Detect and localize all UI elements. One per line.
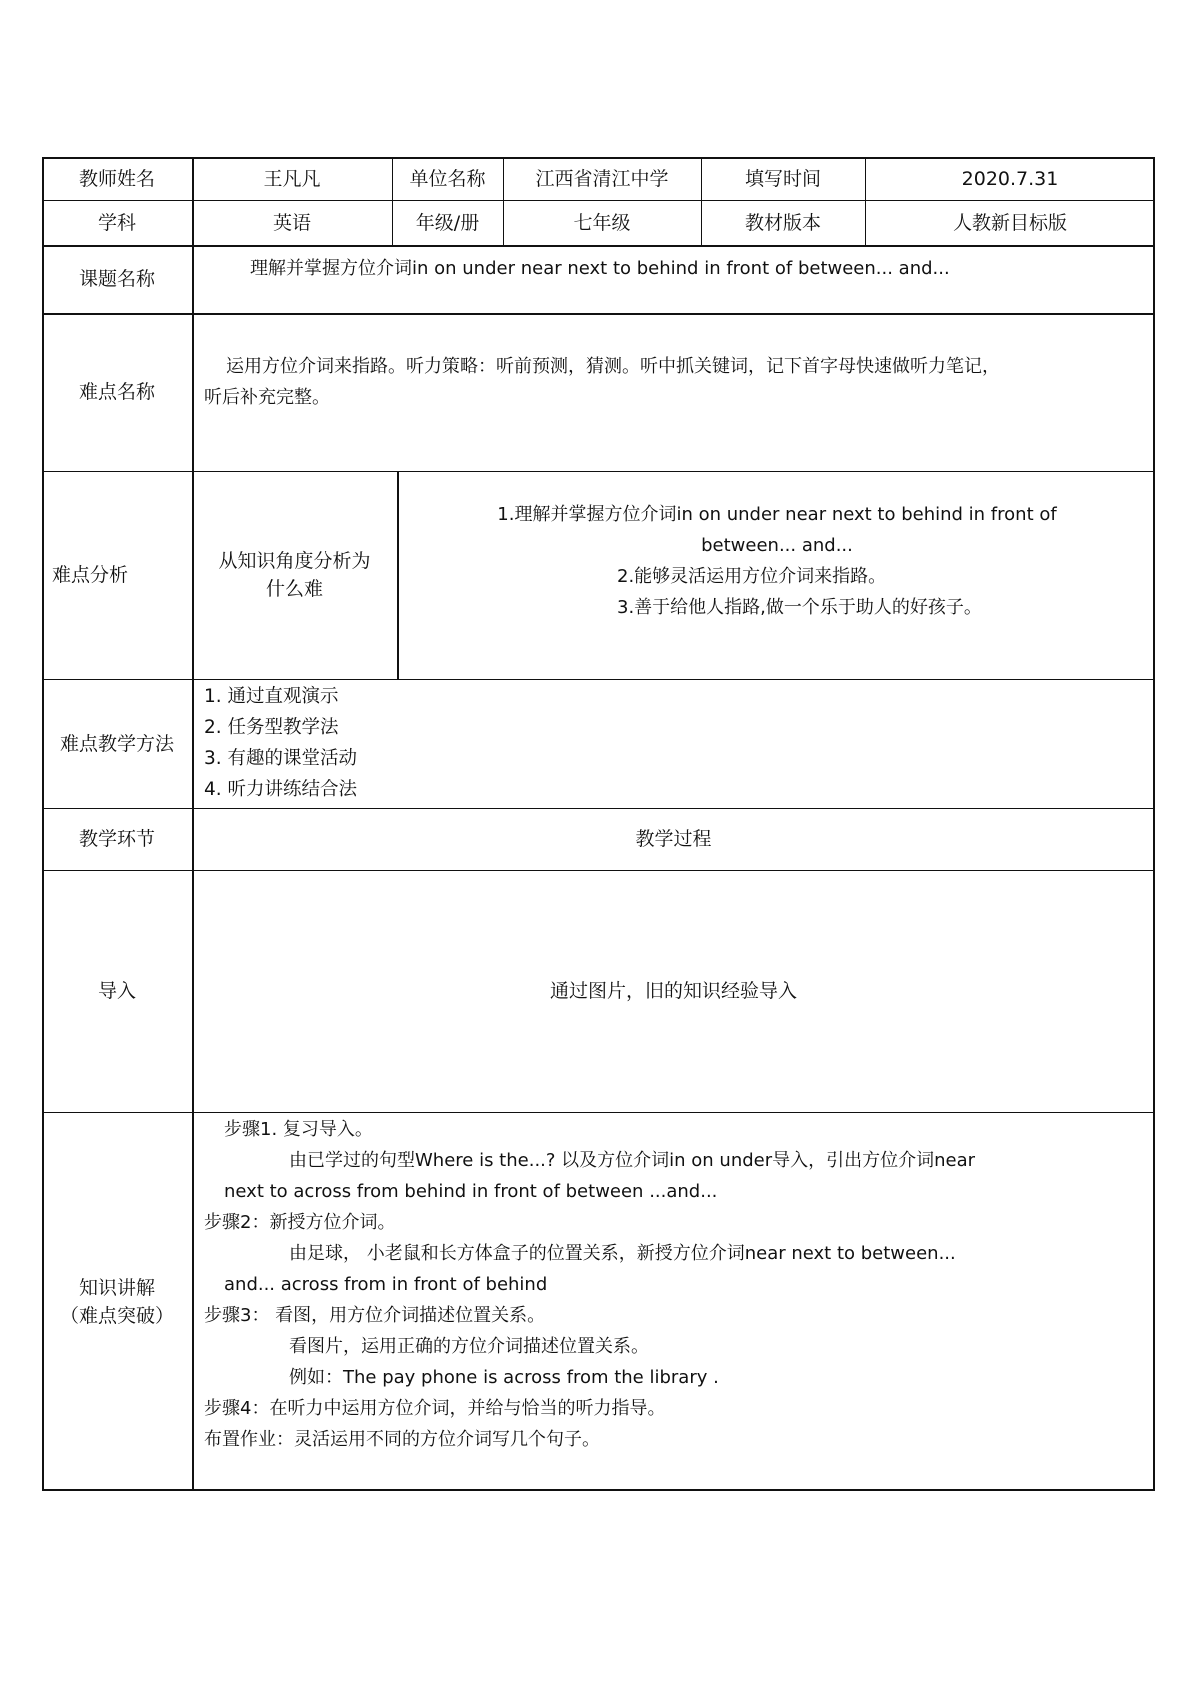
difficulty-line: 运用方位介词来指路。听力策略：听前预测，猜测。听中抓关键词，记下首字母快速做听力笔记， <box>226 356 1000 377</box>
knowledge-label-line: （难点突破） <box>59 1304 174 1327</box>
row-divider <box>42 245 1155 247</box>
process-header: 教学过程 <box>635 828 712 850</box>
edition-label: 教材版本 <box>744 211 821 234</box>
difficulty-line: 听后补充完整。 <box>204 387 330 408</box>
knowledge-line: 步骤4：在听力中运用方位介词，并给与恰当的听力指导。 <box>204 1398 666 1419</box>
knowledge-label <box>42 1112 192 1491</box>
knowledge-line: 由足球， 小老鼠和长方体盒子的位置关系，新授方位介词near next to between... <box>289 1243 956 1264</box>
method-item: 4. 听力讲练结合法 <box>204 779 358 800</box>
knowledge-label-line: 知识讲解 <box>78 1276 155 1299</box>
stage-header: 教学环节 <box>78 828 155 850</box>
row-divider <box>42 679 1155 680</box>
topic-text: 理解并掌握方位介词in on under near next to behind in front of between... and... <box>250 258 950 279</box>
analysis-item: 3.善于给他人指路,做一个乐于助人的好孩子。 <box>617 597 982 618</box>
subject-label: 学科 <box>97 211 136 234</box>
knowledge-line: 由已学过的句型Where is the...? 以及方位介词in on under导入，引出方位介词near <box>289 1150 976 1171</box>
intro-label: 导入 <box>97 980 136 1002</box>
analysis-label: 难点分析 <box>52 564 129 586</box>
analysis-sub-label <box>192 471 397 679</box>
knowledge-line: and... across from in front of behind <box>224 1274 548 1295</box>
knowledge-line: 步骤2：新授方位介词。 <box>204 1212 396 1233</box>
edition-value: 人教新目标版 <box>952 211 1067 234</box>
knowledge-line: next to across from behind in front of between ...and... <box>224 1181 718 1202</box>
method-item: 2. 任务型教学法 <box>204 717 339 738</box>
intro-content: 通过图片，旧的知识经验导入 <box>549 980 797 1002</box>
methods-list <box>204 681 357 805</box>
analysis-item: 1.理解并掌握方位介词in on under near next to behind in front of <box>497 504 1057 525</box>
method-item: 3. 有趣的课堂活动 <box>204 748 358 769</box>
teacher-value: 王凡凡 <box>263 167 321 190</box>
knowledge-line: 步骤3： 看图，用方位介词描述位置关系。 <box>204 1305 546 1326</box>
subject-value: 英语 <box>272 211 311 234</box>
analysis-item: 2.能够灵活运用方位介词来指路。 <box>617 566 887 587</box>
row-divider <box>42 1112 1155 1113</box>
grade-label: 年级/册 <box>415 211 480 234</box>
knowledge-line: 布置作业：灵活运用不同的方位介词写几个句子。 <box>204 1429 600 1450</box>
method-item: 1. 通过直观演示 <box>204 686 339 707</box>
topic-value <box>250 253 950 284</box>
unit-value: 江西省清江中学 <box>535 167 669 190</box>
date-label: 填写时间 <box>744 167 821 190</box>
difficulty-label: 难点名称 <box>78 381 155 403</box>
knowledge-line: 步骤1. 复习导入。 <box>224 1119 373 1140</box>
knowledge-line: 看图片，运用正确的方位介词描述位置关系。 <box>289 1336 649 1357</box>
analysis-sub-label-line: 从知识角度分析为 <box>218 550 371 572</box>
knowledge-steps <box>204 1114 975 1455</box>
topic-label: 课题名称 <box>78 268 155 290</box>
unit-label: 单位名称 <box>409 167 486 190</box>
analysis-items <box>399 499 1155 623</box>
date-value: 2020.7.31 <box>961 167 1059 190</box>
lesson-plan-table <box>42 157 1155 1491</box>
knowledge-line: 例如：The pay phone is across from the library . <box>289 1367 719 1388</box>
row-divider <box>42 313 1155 315</box>
difficulty-text <box>204 351 1000 413</box>
analysis-sub-label-line: 什么难 <box>265 578 323 600</box>
teacher-label: 教师姓名 <box>78 167 155 190</box>
grade-value: 七年级 <box>573 211 631 234</box>
analysis-item: between... and... <box>701 535 853 556</box>
methods-label: 难点教学方法 <box>59 732 174 755</box>
